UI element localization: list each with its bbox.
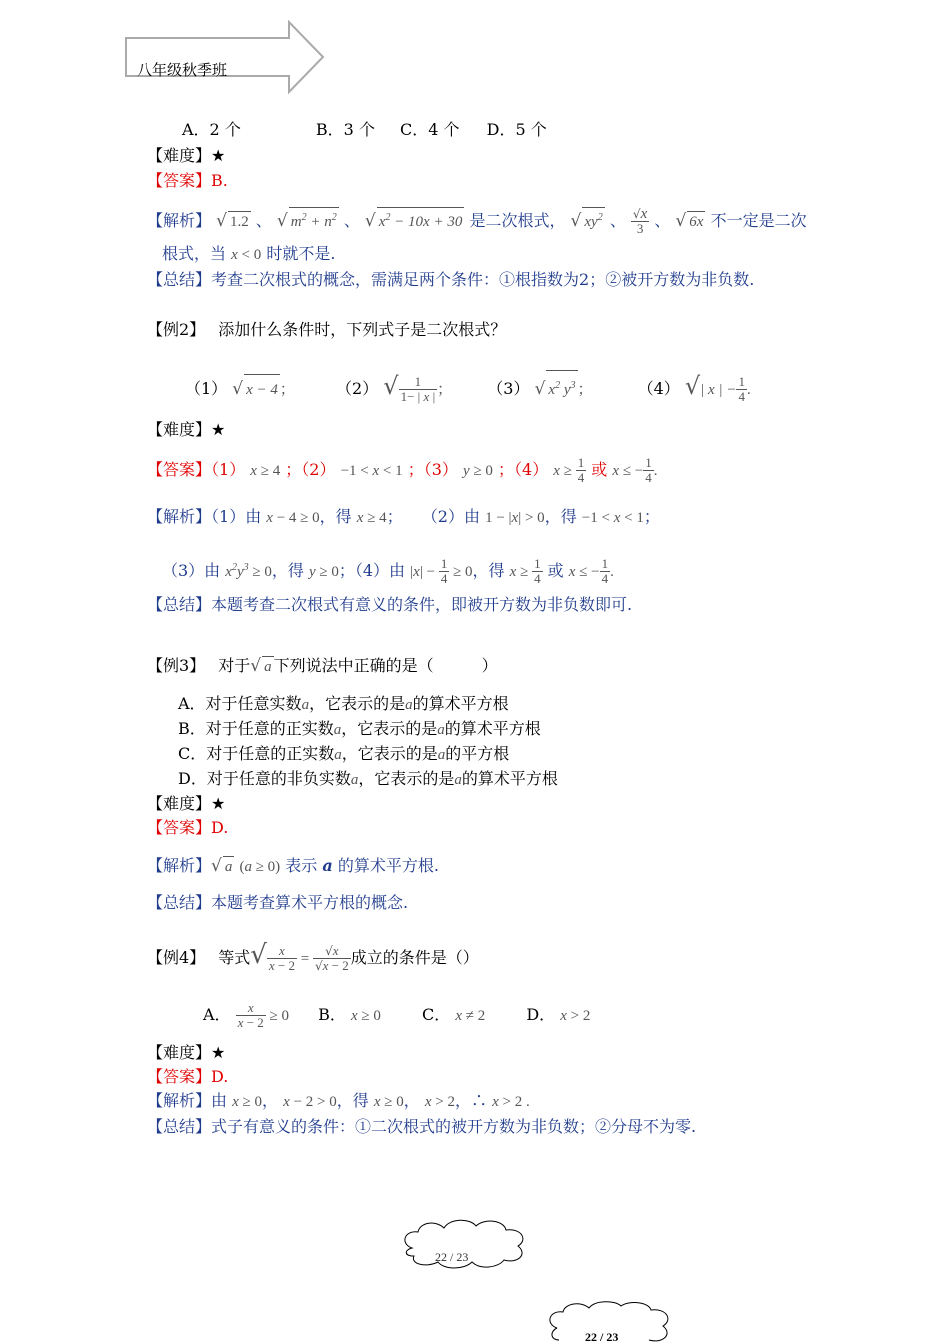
q2-items: （1） √ x − 4 ； （2） √ $\frac{1}{1- | x |}$ ； （3） √ $x^2$ $y^3$ ； （4） √| x | − $\frac{1}{4}$ .	[185, 372, 751, 404]
analysis-text: ，	[262, 1091, 279, 1110]
option-label: C．	[421, 1005, 451, 1024]
question-stem: 成立的条件是（）	[350, 948, 479, 967]
summary-text: 本题考查算术平方根的概念.	[211, 893, 409, 912]
option-label: A．	[203, 1005, 231, 1024]
q1-options	[182, 120, 547, 140]
option-text: 的算术平方根	[444, 719, 541, 738]
q1-analysis-line1: 【解析】 √ 1.2 、 √ $m^2 + n^2$ 、 √ $x^2 - 10x + 30$ 是二次根式， √ $xy^2$ 、 $\frac{√x}{3}$ 、 √ 6x 不一定是二次	[147, 206, 807, 236]
analysis-tag: 【解析】	[147, 507, 212, 526]
analysis-text: ；	[643, 507, 660, 526]
analysis-text: ，得	[544, 507, 577, 526]
analysis-text: 由	[211, 1091, 228, 1110]
q3-option-a: A．对于任意实数a，它表示的是a的算术平方根	[178, 694, 509, 713]
option-text: 的算术平方根	[461, 769, 558, 788]
q4-options: A． $\frac{x}{x - 2}$ ≥ 0 B． x ≥ 0 C． x ≠ 2 D． x > 2	[203, 1000, 591, 1030]
analysis-text: （1）由	[211, 507, 262, 526]
q4-difficulty	[147, 1043, 225, 1063]
q1-summary	[147, 270, 754, 290]
analysis-tag: 【解析】	[147, 856, 212, 875]
option-text: ，它表示的是	[358, 769, 455, 788]
page-number-1: 22 / 23	[435, 1250, 469, 1264]
difficulty-stars: ★	[211, 146, 226, 165]
item-label: （1）	[185, 379, 228, 398]
q3-option-d: D．对于任意的非负实数a，它表示的是a的算术平方根	[178, 769, 558, 788]
option-text: D．对于任意的非负实数	[178, 769, 351, 788]
page-number-2: 22 / 23	[585, 1330, 619, 1344]
analysis-text: （2）由	[421, 507, 480, 526]
analysis-text: 表示	[285, 856, 318, 875]
q4-stem: 【例4】 等式√ $\frac{x}{x - 2}$ = $\frac{√x}{√x - 2}$ 成立的条件是（）	[147, 940, 479, 973]
difficulty-tag: 【难度】	[147, 1043, 212, 1062]
q4-summary	[147, 1117, 696, 1137]
analysis-text: ；（4）由	[338, 561, 406, 580]
question-stem: 下列说法中正确的是（ ）	[273, 656, 498, 675]
q2-summary	[147, 595, 632, 615]
item-label: （4）	[637, 379, 680, 398]
answer-tag: 【答案】	[147, 1067, 212, 1086]
option-text: C．对于任意的正实数	[178, 744, 335, 763]
answer-part: ；（4）	[498, 460, 549, 479]
q4-answer	[147, 1067, 228, 1087]
difficulty-stars: ★	[211, 794, 226, 813]
q1-difficulty	[147, 146, 225, 166]
header-arrow-shape	[124, 20, 326, 94]
option-text: ，它表示的是	[341, 744, 438, 763]
q3-answer	[147, 818, 228, 838]
analysis-text: ，	[403, 1091, 420, 1110]
q1-option-b: B．3 个	[315, 120, 375, 139]
answer-part: 或	[591, 460, 608, 479]
analysis-text: 是二次根式，	[469, 211, 566, 230]
analysis-tag: 【解析】	[147, 1091, 212, 1110]
analysis-text: 根式，当	[162, 244, 227, 263]
answer-value: D.	[211, 818, 229, 837]
separator: 、	[609, 211, 626, 230]
question-stem: 等式	[218, 948, 251, 967]
q1-analysis-line2: 根式，当 x < 0 时就不是.	[162, 244, 336, 263]
difficulty-tag: 【难度】	[147, 420, 212, 439]
option-text: 的算术平方根	[412, 694, 509, 713]
answer-tag: 【答案】	[147, 460, 212, 479]
q2-stem	[147, 320, 506, 340]
option-text: ，它表示的是	[341, 719, 438, 738]
difficulty-stars: ★	[211, 420, 226, 439]
analysis-text: 时就不是.	[266, 244, 336, 263]
summary-tag: 【总结】	[147, 595, 212, 614]
analysis-text: ，得	[336, 1091, 369, 1110]
q3-difficulty	[147, 794, 225, 814]
answer-part: （1）	[211, 460, 246, 479]
analysis-text: （3）由	[162, 561, 221, 580]
answer-tag: 【答案】	[147, 818, 212, 837]
option-label: D．	[526, 1005, 556, 1024]
analysis-text: ，∴	[455, 1091, 488, 1110]
analysis-text: 或	[547, 561, 564, 580]
option-label: B．	[318, 1005, 346, 1024]
analysis-text: ，得	[319, 507, 352, 526]
item-label: （3）	[487, 379, 530, 398]
answer-part: ；（2）	[285, 460, 336, 479]
analysis-text: ，得	[472, 561, 505, 580]
analysis-text: ，得	[271, 561, 304, 580]
difficulty-tag: 【难度】	[147, 794, 212, 813]
option-text: 的平方根	[445, 744, 510, 763]
separator: 、	[654, 211, 671, 230]
analysis-tag: 【解析】	[147, 211, 212, 230]
difficulty-stars: ★	[211, 1043, 226, 1062]
q1-option-a: A．2 个	[182, 120, 241, 139]
q2-difficulty	[147, 420, 225, 440]
option-text: A．对于任意实数	[178, 694, 302, 713]
summary-tag: 【总结】	[147, 893, 212, 912]
q3-analysis: 【解析】√ a (a ≥ 0) 表示 a 的算术平方根.	[147, 856, 439, 876]
answer-value: B.	[211, 171, 228, 190]
answer-part: ；（3）	[407, 460, 458, 479]
option-text: ，它表示的是	[309, 694, 406, 713]
q3-option-c: C．对于任意的正实数a，它表示的是a的平方根	[178, 744, 510, 763]
question-stem: 添加什么条件时，下列式子是二次根式？	[218, 320, 507, 339]
summary-tag: 【总结】	[147, 1117, 212, 1136]
q1-answer	[147, 171, 228, 191]
q3-option-b: B．对于任意的正实数a，它表示的是a的算术平方根	[178, 719, 541, 738]
difficulty-tag: 【难度】	[147, 146, 212, 165]
q3-stem: 【例3】 对于√ a 下列说法中正确的是（ ）	[147, 656, 498, 676]
q2-analysis-line2: （3）由 $x^2y^3 \ge 0$，得 y ≥ 0；（4）由 |x| − $\frac{1}{4}$ ≥ 0，得 x ≥ $\frac{1}{4}$ 或 x ≤ − $\frac{1}{4}$ .	[162, 556, 614, 586]
option-text: B．对于任意的正实数	[178, 719, 334, 738]
q2-analysis-line1: 【解析】（1）由 x − 4 ≥ 0，得 x ≥ 4； （2）由 1 − |x| > 0，得 −1 < x < 1；	[147, 507, 660, 526]
q3-summary	[147, 893, 408, 913]
question-stem: 对于	[218, 656, 251, 675]
analysis-text: 不一定是二次	[710, 211, 807, 230]
separator: 、	[343, 211, 360, 230]
analysis-text: ；	[386, 507, 403, 526]
summary-tag: 【总结】	[147, 270, 212, 289]
summary-text: 本题考查二次根式有意义的条件，即被开方数为非负数即可.	[211, 595, 633, 614]
q1-option-d: D．5 个	[486, 120, 547, 139]
answer-tag: 【答案】	[147, 171, 212, 190]
example-label: 【例3】	[147, 656, 206, 675]
answer-value: D.	[211, 1067, 229, 1086]
q1-option-c: C．4 个	[400, 120, 460, 139]
summary-text: 式子有意义的条件：①二次根式的被开方数为非负数；②分母不为零.	[211, 1117, 697, 1136]
separator: 、	[255, 211, 272, 230]
class-label: 八年级秋季班	[137, 61, 228, 79]
example-label: 【例2】	[147, 320, 206, 339]
summary-text: 考查二次根式的概念，需满足两个条件：①根指数为2；②被开方数为非负数.	[211, 270, 755, 289]
q4-analysis: 【解析】由 x ≥ 0， x − 2 > 0，得 x ≥ 0， x > 2，∴ x > 2 .	[147, 1091, 530, 1110]
q2-answer: 【答案】（1） x ≥ 4 ；（2） −1 < x < 1 ；（3） y ≥ 0 ；（4） x ≥ $\frac{1}{4}$ 或 x ≤ − $\frac{1}{4}$ .	[147, 455, 658, 485]
item-label: （2）	[336, 379, 379, 398]
example-label: 【例4】	[147, 948, 206, 967]
analysis-text: 的算术平方根.	[337, 856, 439, 875]
